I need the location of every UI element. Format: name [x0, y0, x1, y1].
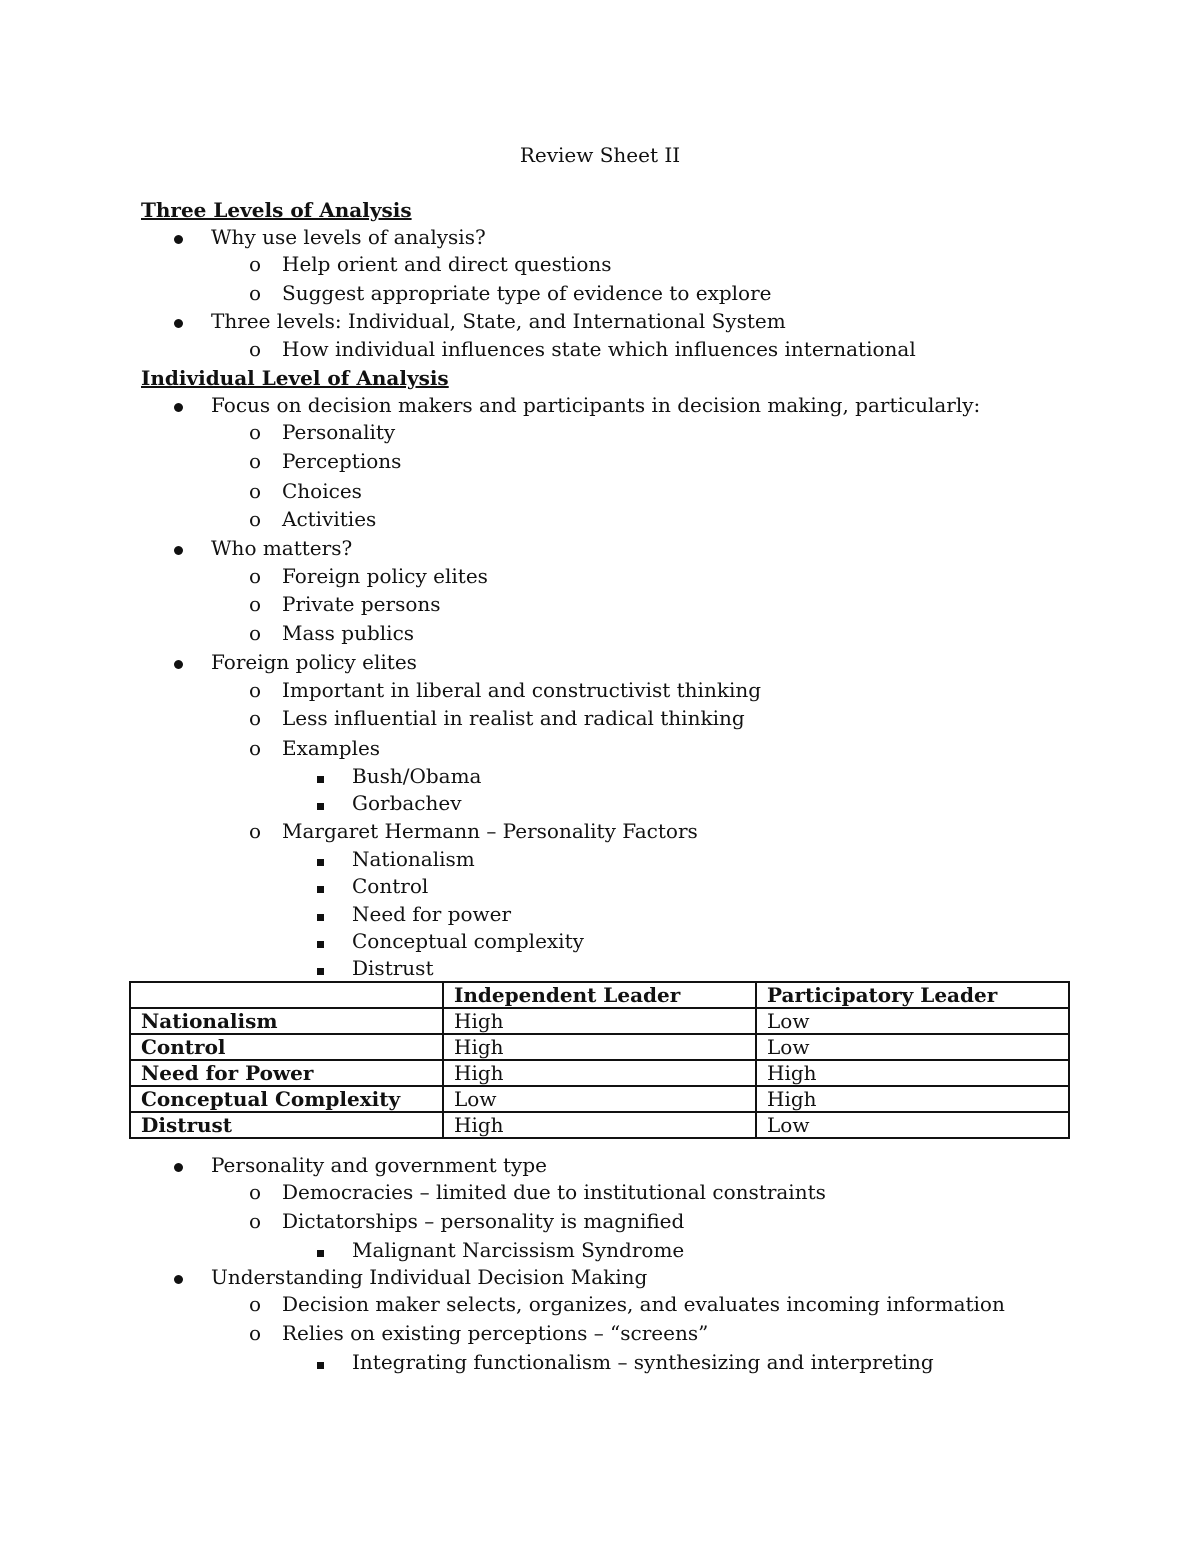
bullet-dot-icon	[174, 307, 183, 335]
personality-factors-table	[129, 981, 1070, 1139]
sub-bullet-o-icon: o	[249, 252, 262, 276]
sub-bullet-text: Activities	[282, 507, 377, 531]
table-row	[130, 1060, 1069, 1086]
table-cell: High	[443, 1112, 756, 1138]
bullet-dot-icon	[174, 391, 183, 419]
sub-sub-bullet-text: Distrust	[352, 956, 434, 980]
sub-bullet-o-icon: o	[249, 449, 262, 473]
sub-bullet-o-icon: o	[249, 706, 262, 730]
table-row	[130, 1008, 1069, 1034]
bullet-text: Foreign policy elites	[211, 650, 417, 674]
table-header-cell: Participatory Leader	[756, 982, 1069, 1008]
bullet-text: Personality and government type	[211, 1153, 547, 1177]
square-bullet-icon	[317, 1348, 324, 1376]
table-cell: High	[756, 1060, 1069, 1086]
sub-bullet-text: Examples	[282, 736, 381, 760]
sub-bullet-text: Suggest appropriate type of evidence to explore	[282, 281, 772, 305]
bullet-text: Three levels: Individual, State, and International System	[211, 309, 786, 333]
sub-bullet-o-icon: o	[249, 592, 262, 616]
square-bullet-icon	[317, 927, 324, 955]
square-bullet-icon	[317, 845, 324, 873]
table-row	[130, 1086, 1069, 1112]
sub-bullet-text: Mass publics	[282, 621, 415, 645]
table-cell: High	[443, 1060, 756, 1086]
square-bullet-icon	[317, 762, 324, 790]
sub-bullet-o-icon: o	[249, 1321, 262, 1345]
sub-bullet-text: Margaret Hermann – Personality Factors	[282, 819, 698, 843]
square-bullet-icon	[317, 789, 324, 817]
sub-sub-bullet-text: Gorbachev	[352, 791, 462, 815]
sub-bullet-text: Dictatorships – personality is magnified	[282, 1209, 685, 1233]
sub-bullet-text: Important in liberal and constructivist thinking	[282, 678, 762, 702]
square-bullet-icon	[317, 1236, 324, 1264]
sub-bullet-text: Help orient and direct questions	[282, 252, 612, 276]
sub-bullet-text: Less influential in realist and radical thinking	[282, 706, 745, 730]
bullet-dot-icon	[174, 1263, 183, 1291]
table-cell: High	[443, 1008, 756, 1034]
sub-bullet-text: Personality	[282, 420, 396, 444]
table-row-label: Distrust	[130, 1112, 443, 1138]
square-bullet-icon	[317, 900, 324, 928]
sub-bullet-o-icon: o	[249, 507, 262, 531]
sub-bullet-o-icon: o	[249, 479, 262, 503]
heading-individual-level: Individual Level of Analysis	[141, 366, 449, 390]
sub-bullet-text: Foreign policy elites	[282, 564, 488, 588]
sub-bullet-text: Private persons	[282, 592, 441, 616]
table-header-cell: Independent Leader	[443, 982, 756, 1008]
sub-sub-bullet-text: Malignant Narcissism Syndrome	[352, 1238, 685, 1262]
sub-sub-bullet-text: Bush/Obama	[352, 764, 482, 788]
sub-bullet-text: Perceptions	[282, 449, 402, 473]
table-row	[130, 1034, 1069, 1060]
table-row	[130, 1112, 1069, 1138]
sub-bullet-o-icon: o	[249, 281, 262, 305]
sub-bullet-o-icon: o	[249, 1180, 262, 1204]
sub-sub-bullet-text: Conceptual complexity	[352, 929, 584, 953]
table-row-label: Conceptual Complexity	[130, 1086, 443, 1112]
sub-sub-bullet-text: Integrating functionalism – synthesizing and interpreting	[352, 1350, 934, 1374]
sub-bullet-o-icon: o	[249, 678, 262, 702]
sub-bullet-text: Relies on existing perceptions – “screens”	[282, 1321, 709, 1345]
sub-bullet-o-icon: o	[249, 819, 262, 843]
sub-bullet-o-icon: o	[249, 1292, 262, 1316]
bullet-dot-icon	[174, 534, 183, 562]
sub-bullet-text: Decision maker selects, organizes, and evaluates incoming information	[282, 1292, 1005, 1316]
bullet-text: Why use levels of analysis?	[211, 225, 486, 249]
table-row-label: Nationalism	[130, 1008, 443, 1034]
square-bullet-icon	[317, 954, 324, 982]
sub-bullet-o-icon: o	[249, 1209, 262, 1233]
table-row-label: Need for Power	[130, 1060, 443, 1086]
bullet-text: Who matters?	[211, 536, 353, 560]
table-cell: Low	[756, 1034, 1069, 1060]
table-cell: Low	[443, 1086, 756, 1112]
sub-bullet-text: How individual influences state which influences international	[282, 337, 916, 361]
sub-bullet-o-icon: o	[249, 736, 262, 760]
heading-three-levels: Three Levels of Analysis	[141, 198, 412, 222]
sub-bullet-o-icon: o	[249, 420, 262, 444]
bullet-dot-icon	[174, 223, 183, 251]
table-cell: Low	[756, 1112, 1069, 1138]
table-cell: Low	[756, 1008, 1069, 1034]
sub-bullet-text: Choices	[282, 479, 362, 503]
bullet-dot-icon	[174, 1151, 183, 1179]
sub-bullet-text: Democracies – limited due to institutional constraints	[282, 1180, 826, 1204]
table-header-cell	[130, 982, 443, 1008]
bullet-text: Focus on decision makers and participants in decision making, particularly:	[211, 393, 981, 417]
sub-bullet-o-icon: o	[249, 337, 262, 361]
table-cell: High	[443, 1034, 756, 1060]
sub-sub-bullet-text: Need for power	[352, 902, 512, 926]
sub-bullet-o-icon: o	[249, 564, 262, 588]
table-cell: High	[756, 1086, 1069, 1112]
bullet-dot-icon	[174, 648, 183, 676]
sub-bullet-o-icon: o	[249, 621, 262, 645]
page-title: Review Sheet II	[519, 143, 681, 167]
bullet-text: Understanding Individual Decision Making	[211, 1265, 648, 1289]
square-bullet-icon	[317, 872, 324, 900]
table-header-row	[130, 982, 1069, 1008]
sub-sub-bullet-text: Control	[352, 874, 429, 898]
table-row-label: Control	[130, 1034, 443, 1060]
sub-sub-bullet-text: Nationalism	[352, 847, 475, 871]
